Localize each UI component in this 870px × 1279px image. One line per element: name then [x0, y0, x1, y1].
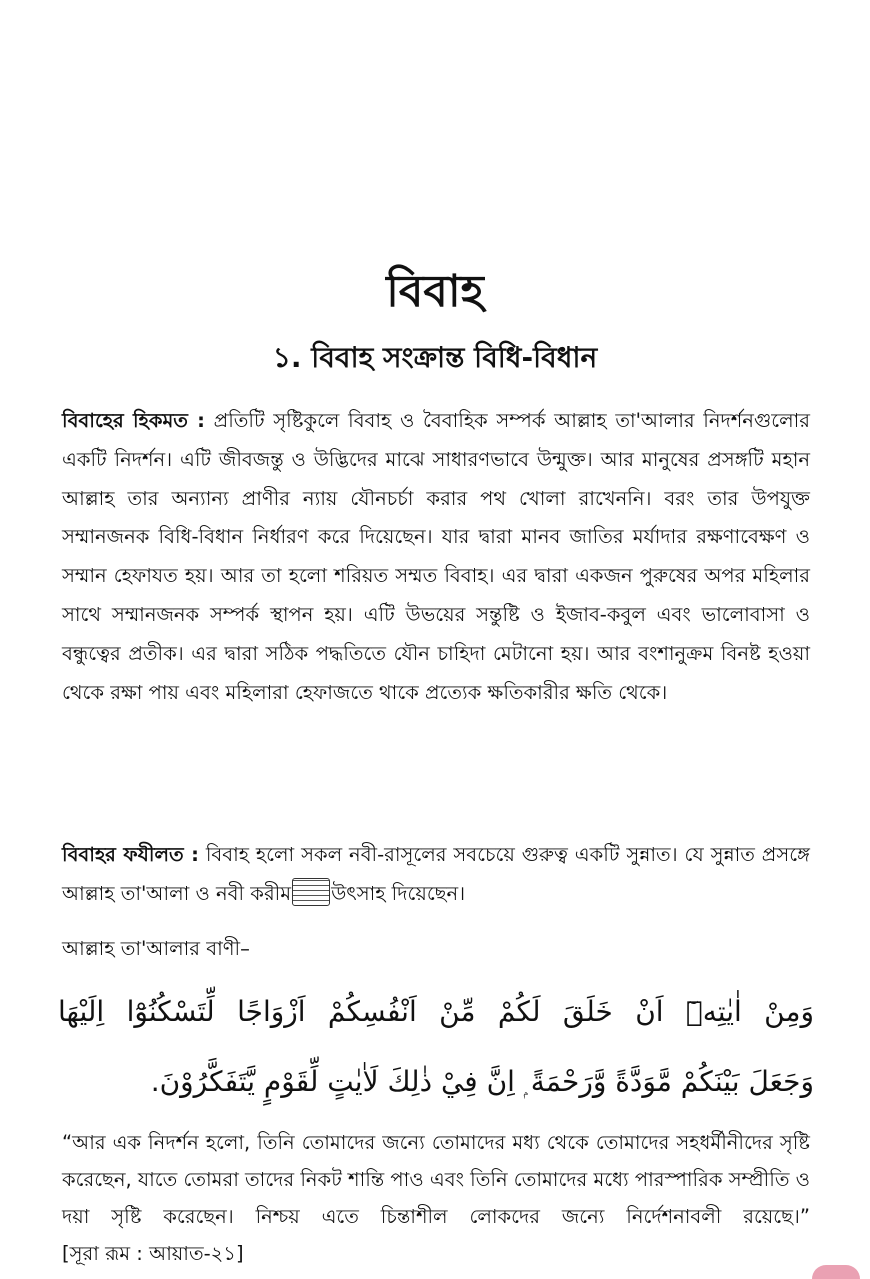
- arabic-verse-line-1: وَمِنْ اٰيٰتِهٖٓ اَنْ خَلَقَ لَكُمْ مِّنْ اَنْفُسِكُمْ اَزْوَاجًا لِّتَسْكُنُوْٓا اِلَيْهَا: [58, 995, 814, 1028]
- arabic-verse-line-2: وَجَعَلَ بَيْنَكُمْ مَّوَدَّةً وَّرَحْمَةً ۭ اِنَّ فِيْ ذٰلِكَ لَاٰيٰتٍ لِّقَوْمٍ يَّتَفَكَّرُوْنَ.: [150, 1065, 814, 1098]
- paragraph-heading-hikmat: বিবাহের হিকমত :: [62, 409, 205, 432]
- paragraph-heading-fazilat: বিবাহর ফযীলত :: [62, 843, 199, 866]
- paragraph-body-fazilat-after: উৎসাহ দিয়েছেন।: [331, 881, 466, 905]
- paragraph-hikmat: [62, 402, 810, 712]
- quote-intro: আল্লাহ তা'আলার বাণী–: [62, 937, 250, 960]
- paragraph-body-fazilat-before: বিবাহ হলো সকল নবী-রাসূলের সবচেয়ে গুরুত্ব একটি সুন্নাত। যে সুন্নাত প্রসঙ্গে আল্লাহ তা'আলা ও নবী করীম: [62, 843, 810, 905]
- page-corner-mark: [812, 1265, 860, 1279]
- paragraph-fazilat: [62, 836, 810, 914]
- paragraph-body-hikmat: প্রতিটি সৃষ্টিকুলে বিবাহ ও বৈবাহিক সম্পর্ক আল্লাহ তা'আলার নিদর্শনগুলোর একটি নিদর্শন। এটি জীবজন্তু ও উদ্ভিদের মাঝে সাধারণভাবে উন্মুক্ত। আর মানুষের প্রসঙ্গটি মহান আল্লাহ তার অন্যান্য প্রাণীর ন্যায় যৌনচর্চা করার পথ খোলা রাখেননি। বরং তার উপযুক্ত সম্মানজনক বিধি-বিধান নির্ধারণ করে দিয়েছেন। যার দ্বারা মানব জাতির মর্যাদার রক্ষণাবেক্ষণ ও সম্মান হেফাযত হয়। আর তা হলো শরিয়ত সম্মত বিবাহ। এর দ্বারা একজন পুরুষের অপর মহিলার সাথে সম্মানজনক সম্পর্ক স্থাপন হয়। এটি উভয়ের সন্তুষ্টি ও ইজাব-কবুল এবং ভালোবাসা ও বন্ধুত্বের প্রতীক। এর দ্বারা সঠিক পদ্ধতিতে যৌন চাহিদা মেটানো হয়। আর বংশানুক্রম বিনষ্ট হওয়া থেকে রক্ষা পায় এবং মহিলারা হেফাজতে থাকে প্রত্যেক ক্ষতিকারীর ক্ষতি থেকে।: [62, 409, 810, 704]
- verse-translation: [62, 1124, 810, 1272]
- translation-text: “আর এক নিদর্শন হলো, তিনি তোমাদের জন্যে তোমাদের মধ্য থেকে তোমাদের সহধর্মীনীদের সৃষ্টি করেছেন, যাতে তোমরা তাদের নিকট শান্তি পাও এবং তিনি তোমাদের মধ্যে পারস্পারিক সম্প্রীতি ও দয়া সৃষ্টি করেছেন। নিশ্চয় এতে চিন্তাশীল লোকদের জন্যে নির্দেশনাবলী রয়েছে।”: [62, 1131, 811, 1228]
- chapter-title: বিবাহ: [386, 266, 484, 317]
- verse-reference: [সূরা রূম : আয়াত-২১]: [62, 1242, 244, 1265]
- honorific-calligraphy-icon: [292, 878, 330, 906]
- section-title: ১. বিবাহ সংক্রান্ত বিধি-বিধান: [272, 341, 598, 374]
